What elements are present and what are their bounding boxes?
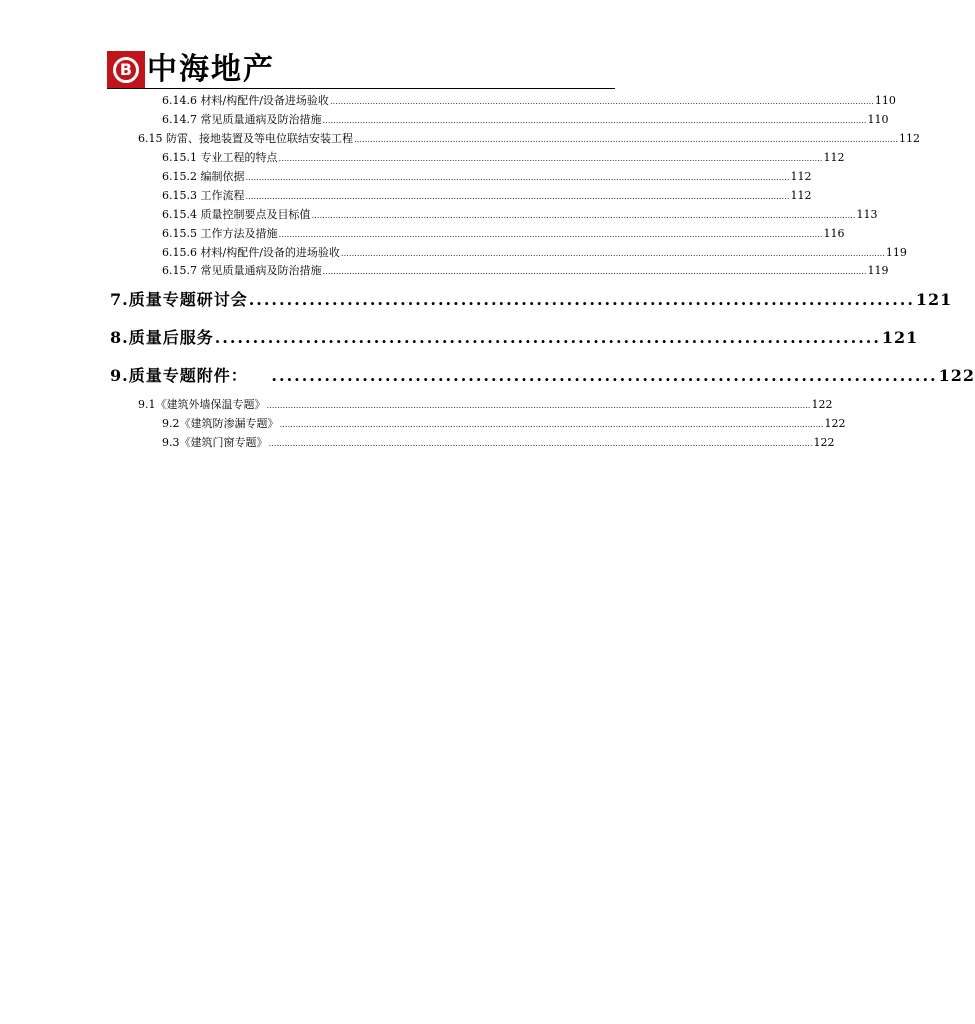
- toc-entry-page: 112: [790, 170, 812, 183]
- toc-entry-page: 122: [813, 436, 835, 449]
- toc-entry[interactable]: 9.3《建筑门窗专题》 …………………………………………………………………………………………………………………………………………………………………………………… 122: [162, 436, 835, 449]
- toc-entry-page: 110: [867, 113, 889, 126]
- toc-entry-label: 6.14.7 常见质量通病及防治措施: [162, 113, 322, 126]
- toc-entry-label: 6.14.6 材料/构配件/设备进场验收: [162, 94, 329, 107]
- toc-entry-page: 121: [881, 328, 919, 347]
- toc-entry-label: 8.质量后服务: [110, 328, 214, 347]
- toc-entry-page: 121: [915, 290, 953, 309]
- toc-entry[interactable]: 6.15 防雷、接地装置及等电位联结安装工程 …………………………………………………………………………………………………………………………………………………………………………………… 112: [138, 132, 920, 145]
- toc-entry-label: 6.15.1 专业工程的特点: [162, 151, 278, 164]
- toc-entry-page: 119: [885, 246, 907, 259]
- toc-entry[interactable]: 6.15.3 工作流程 …………………………………………………………………………………………………………………………………………………………………………………… 112: [162, 189, 812, 202]
- toc-entry-page: 110: [874, 94, 896, 107]
- toc-entry[interactable]: 6.14.7 常见质量通病及防治措施 …………………………………………………………………………………………………………………………………………………………………………………… 110: [162, 113, 889, 126]
- toc-chapter-entry[interactable]: 8.质量后服务 ........................................................................................ 121: [110, 328, 919, 347]
- toc-entry[interactable]: 9.1《建筑外墙保温专题》 …………………………………………………………………………………………………………………………………………………………………………………… 122: [138, 398, 833, 411]
- toc-entry-label: 6.15 防雷、接地装置及等电位联结安装工程: [138, 132, 353, 145]
- toc-entry[interactable]: 6.15.2 编制依据 …………………………………………………………………………………………………………………………………………………………………………………… 112: [162, 170, 812, 183]
- toc-entry-page: 119: [867, 264, 889, 277]
- logo-text: 中海地产: [147, 52, 275, 87]
- toc-chapter-entry[interactable]: 9.质量专题附件： ........................................................................................ 122: [110, 366, 975, 385]
- toc-entry-label: 6.15.5 工作方法及措施: [162, 227, 278, 240]
- toc-entry-label: 9.质量专题附件：: [110, 366, 248, 385]
- toc-entry-page: 122: [938, 366, 975, 385]
- toc-entry-label: 6.15.2 编制依据: [162, 170, 245, 183]
- toc-entry-page: 122: [811, 398, 833, 411]
- logo-glyph: B: [119, 60, 133, 79]
- toc-entry[interactable]: 9.2《建筑防渗漏专题》 …………………………………………………………………………………………………………………………………………………………………………………… 122: [162, 417, 846, 430]
- toc-entry-page: 112: [823, 151, 845, 164]
- toc-entry[interactable]: 6.15.1 专业工程的特点 …………………………………………………………………………………………………………………………………………………………………………………… 112: [162, 151, 845, 164]
- toc-entry-page: 112: [899, 132, 920, 145]
- toc-entry-label: 9.2《建筑防渗漏专题》: [162, 417, 279, 430]
- toc-entry[interactable]: 6.15.7 常见质量通病及防治措施 …………………………………………………………………………………………………………………………………………………………………………………… 119: [162, 264, 889, 277]
- toc-entry[interactable]: 6.15.6 材料/构配件/设备的进场验收 …………………………………………………………………………………………………………………………………………………………………………………… 119: [162, 246, 907, 259]
- toc-entry-label: 9.3《建筑门窗专题》: [162, 436, 268, 449]
- toc-entry-label: 7.质量专题研讨会: [110, 290, 248, 309]
- toc-entry[interactable]: 6.15.5 工作方法及措施 …………………………………………………………………………………………………………………………………………………………………………………… 116: [162, 227, 845, 240]
- toc-entry-page: 113: [856, 208, 878, 221]
- toc-entry-label: 9.1《建筑外墙保温专题》: [138, 398, 266, 411]
- toc-entry-label: 6.15.7 常见质量通病及防治措施: [162, 264, 322, 277]
- toc-entry-page: 122: [824, 417, 846, 430]
- toc-entry[interactable]: 6.14.6 材料/构配件/设备进场验收 …………………………………………………………………………………………………………………………………………………………………………………… 110: [162, 94, 896, 107]
- toc-entry-label: 6.15.4 质量控制要点及目标值: [162, 208, 311, 221]
- toc-chapter-entry[interactable]: 7.质量专题研讨会 ........................................................................................ 121: [110, 290, 953, 309]
- toc-entry-label: 6.15.3 工作流程: [162, 189, 245, 202]
- toc-entry-page: 116: [823, 227, 845, 240]
- toc-entry-label: 6.15.6 材料/构配件/设备的进场验收: [162, 246, 340, 259]
- toc-entry[interactable]: 6.15.4 质量控制要点及目标值 …………………………………………………………………………………………………………………………………………………………………………………… 113: [162, 208, 878, 221]
- toc-entry-page: 112: [790, 189, 812, 202]
